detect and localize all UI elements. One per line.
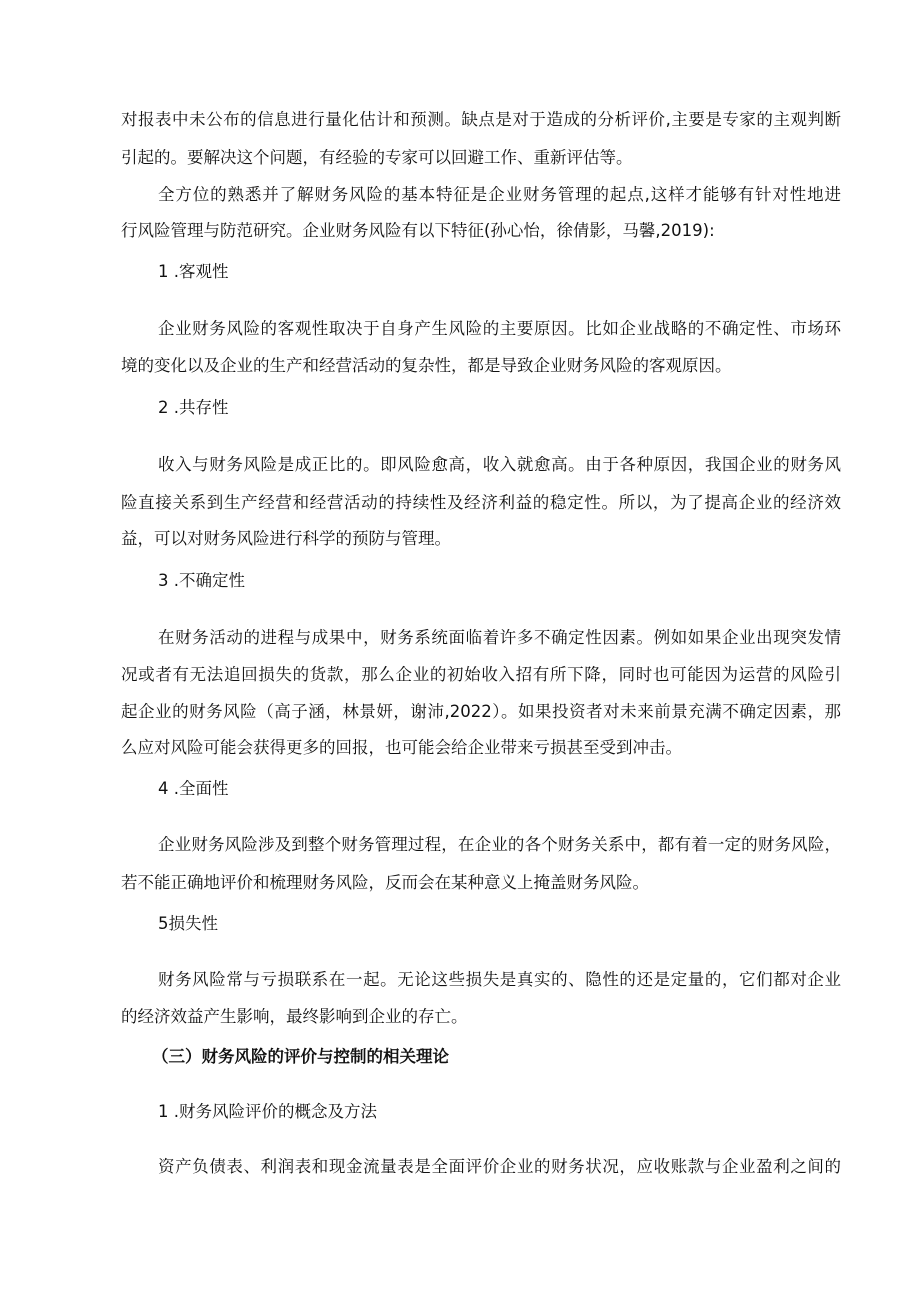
paragraph-line: 收入与财务风险是成正比的。即风险愈高，收入就愈高。由于各种原因，我国企业的财务风 (158, 455, 841, 474)
paragraph-line: 企业财务风险涉及到整个财务管理过程，在企业的各个财务关系中，都有着一定的财务风险， (158, 835, 841, 854)
section-heading: 5损失性 (158, 914, 218, 933)
section-heading: 1 .客观性 (158, 262, 229, 281)
paragraph-line: 对报表中未公布的信息进行量化估计和预测。缺点是对于造成的分析评价,主要是专家的主观判断 (121, 110, 841, 129)
section-heading: 2 .共存性 (158, 398, 229, 417)
paragraph-line: 在财务活动的进程与成果中，财务系统面临着许多不确定性因素。例如如果企业出现突发情 (158, 628, 841, 647)
paragraph-line: 险直接关系到生产经营和经营活动的持续性及经济利益的稳定性。所以，为了提高企业的经济效 (121, 493, 841, 512)
paragraph-line: 境的变化以及企业的生产和经营活动的复杂性，都是导致企业财务风险的客观原因。 (121, 356, 732, 375)
paragraph-line: 行风险管理与防范研究。企业财务风险有以下特征(孙心怡，徐倩影，马馨,2019): (121, 221, 715, 240)
chapter-subheading: （三）财务风险的评价与控制的相关理论 (152, 1047, 449, 1066)
paragraph-line: 若不能正确地评价和梳理财务风险，反而会在某种意义上掩盖财务风险。 (121, 873, 649, 892)
section-heading: 4 .全面性 (158, 779, 229, 798)
section-heading: 1 .财务风险评价的概念及方法 (158, 1102, 377, 1121)
paragraph-line: 财务风险常与亏损联系在一起。无论这些损失是真实的、隐性的还是定量的，它们都对企业 (158, 970, 841, 989)
section-heading: 3 .不确定性 (158, 571, 245, 590)
paragraph-line: 的经济效益产生影响，最终影响到企业的存亡。 (121, 1007, 468, 1026)
paragraph-line: 况或者有无法追回损失的货款，那么企业的初始收入招有所下降，同时也可能因为运营的风险引 (121, 665, 841, 684)
paragraph-line: 起企业的财务风险（高子涵，林景妍，谢沛,2022）。如果投资者对未来前景充满不确定因素，那 (121, 702, 841, 721)
paragraph-line: 资产负债表、利润表和现金流量表是全面评价企业的财务状况，应收账款与企业盈利之间的 (158, 1157, 841, 1176)
paragraph-line: 企业财务风险的客观性取决于自身产生风险的主要原因。比如企业战略的不确定性、市场环 (158, 319, 841, 338)
paragraph-line: 引起的。要解决这个问题，有经验的专家可以回避工作、重新评估等。 (121, 148, 633, 167)
paragraph-line: 么应对风险可能会获得更多的回报，也可能会给企业带来亏损甚至受到冲击。 (121, 738, 682, 757)
paragraph-line: 益，可以对财务风险进行科学的预防与管理。 (121, 529, 451, 548)
paragraph-line: 全方位的熟悉并了解财务风险的基本特征是企业财务管理的起点,这样才能够有针对性地进 (158, 185, 841, 204)
